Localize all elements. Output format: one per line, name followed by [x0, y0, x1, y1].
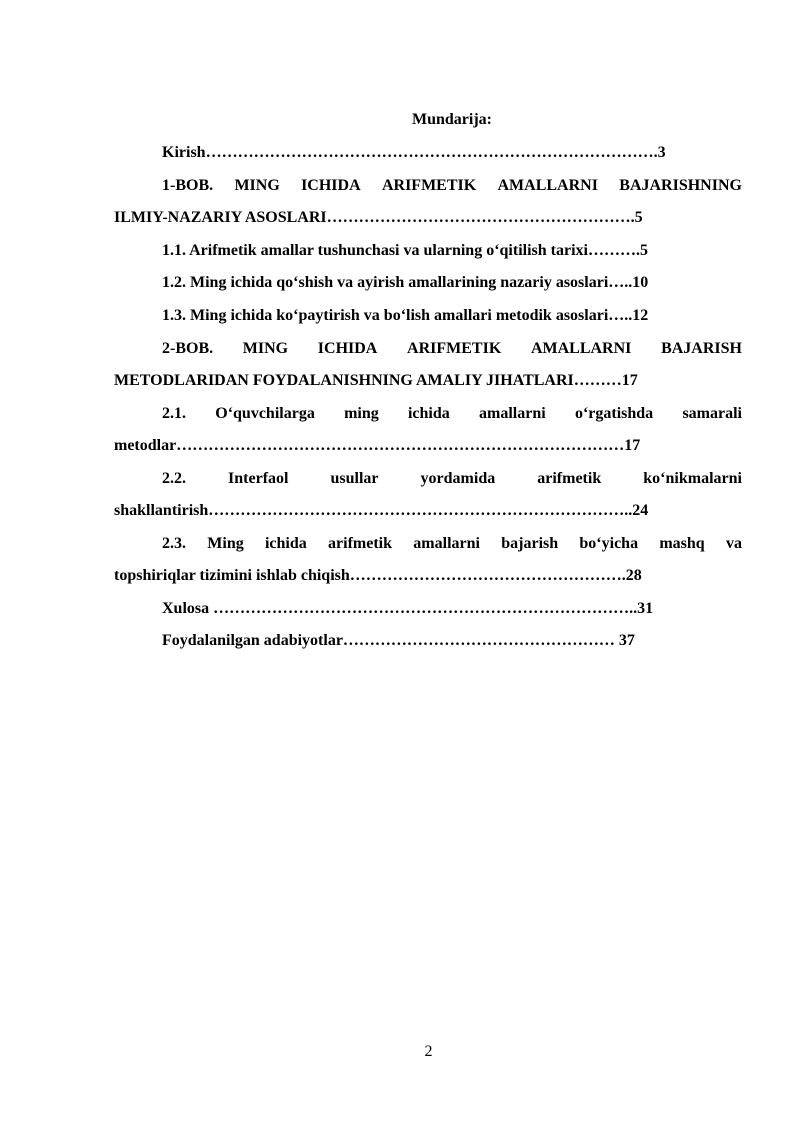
toc-entry-1-3: 1.3. Ming ichida ko‘paytirish va bo‘lish amallari metodik asoslari…..12 [162, 307, 649, 324]
toc-title: Mundarija: [412, 111, 492, 128]
word: va [725, 535, 742, 552]
toc-entry-1-2: 1.2. Ming ichida qo‘shish va ayirish amallarining nazariy asoslari…..10 [162, 274, 649, 291]
word: ko‘nikmalarni [643, 470, 742, 487]
word: ming [344, 405, 379, 422]
word: MING [242, 340, 289, 357]
toc-entry-2-2-line1 [162, 469, 742, 489]
word: ARIFMETIK [381, 177, 477, 194]
word: 2-BOB. [162, 340, 214, 357]
toc-entry-2-3-line1 [162, 534, 742, 554]
word: AMALLARNI [497, 177, 598, 194]
toc-entry-2-2-line2: shakllantirish……………………………………………………………………..24 [114, 502, 649, 519]
word: ARIFMETIK [407, 340, 502, 357]
word: 2.3. [162, 535, 186, 552]
word: arifmetik [537, 470, 602, 487]
word: amallarni [479, 405, 546, 422]
word: O‘quvchilarga [215, 405, 315, 422]
word: ICHIDA [317, 340, 378, 357]
word: o‘rgatishda [574, 405, 654, 422]
toc-entry-bob1-line2: ILMIY-NAZARIY ASOSLARI………………………………………………….5 [114, 209, 643, 226]
word: samarali [682, 405, 742, 422]
toc-entry-1-1: 1.1. Arifmetik amallar tushunchasi va ularning o‘qitilish tarixi……….5 [162, 242, 648, 259]
word: usullar [330, 470, 379, 487]
word: bajarish [501, 535, 559, 552]
toc-entry-2-1-line1 [162, 404, 742, 424]
word: ICHIDA [301, 177, 361, 194]
word: 1-BOB. [162, 177, 214, 194]
word: Interfaol [228, 470, 289, 487]
word: yordamida [420, 470, 496, 487]
toc-entry-bob2-line1 [162, 339, 742, 359]
toc-entry-2-1-line2: metodlar…………………………………………………………………………17 [114, 437, 641, 454]
word: BAJARISH [661, 340, 742, 357]
word: Ming [207, 535, 244, 552]
word: mashq [659, 535, 705, 552]
word: AMALLARNI [530, 340, 632, 357]
word: bo‘yicha [579, 535, 639, 552]
toc-entry-kirish: Kirish………………………………………………………………………….3 [162, 144, 666, 161]
toc-entry-xulosa: Xulosa ……………………………………………………………………..31 [162, 600, 654, 617]
word: 2.1. [162, 405, 186, 422]
toc-entry-adabiyotlar: Foydalanilgan adabiyotlar…………………………………………… 37 [162, 632, 635, 649]
word: amallarni [413, 535, 480, 552]
word: arifmetik [328, 535, 393, 552]
word: BAJARISHNING [619, 177, 742, 194]
word: MING [234, 177, 280, 194]
toc-entry-2-3-line2: topshiriqlar tizimini ishlab chiqish…………………………………………….28 [114, 567, 642, 584]
word: 2.2. [162, 470, 186, 487]
word: ichida [407, 405, 450, 422]
toc-entry-bob2-line2: METODLARIDAN FOYDALANISHNING AMALIY JIHATLARI………17 [114, 372, 638, 389]
page-number: 2 [424, 1043, 433, 1060]
word: ichida [264, 535, 307, 552]
toc-entry-bob1-line1 [162, 176, 742, 196]
